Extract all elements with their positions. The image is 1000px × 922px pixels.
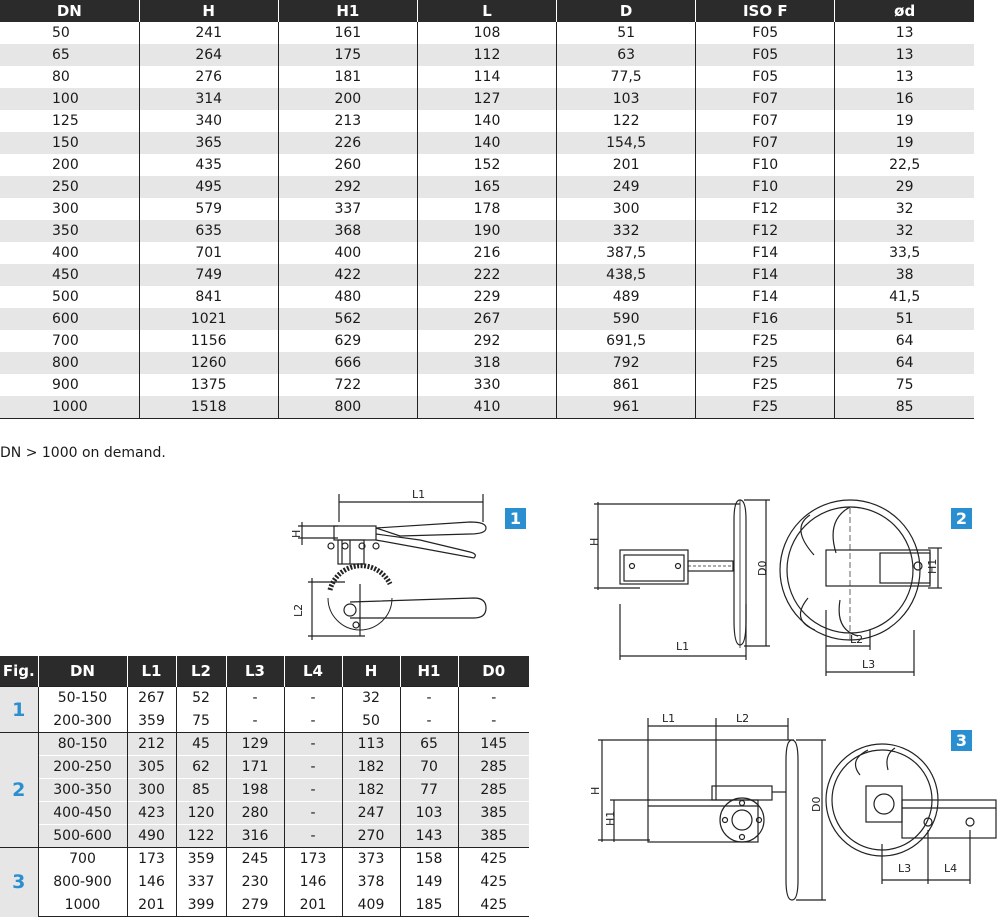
table-cell: 400 (0, 242, 139, 264)
table-cell: 701 (139, 242, 278, 264)
table-cell: 125 (0, 110, 139, 132)
table-cell: 691,5 (557, 330, 696, 352)
table-cell: F12 (696, 220, 835, 242)
table-cell: 29 (835, 176, 974, 198)
table-cell: F05 (696, 44, 835, 66)
table-cell: 62 (176, 756, 226, 779)
table-cell: 600 (0, 308, 139, 330)
table-cell: 112 (417, 44, 556, 66)
table-cell: 480 (278, 286, 417, 308)
table-cell: 378 (342, 871, 400, 894)
table-cell: 103 (400, 802, 458, 825)
table-cell: 129 (226, 733, 284, 756)
table-cell: F25 (696, 374, 835, 396)
table-cell: 590 (557, 308, 696, 330)
column-header: L4 (284, 656, 342, 687)
table-cell: 165 (417, 176, 556, 198)
table-cell: F05 (696, 66, 835, 88)
table-cell: 249 (557, 176, 696, 198)
table-cell: 140 (417, 110, 556, 132)
table-cell: 50 (0, 22, 139, 44)
figure-1-badge: 1 (505, 508, 526, 529)
table-cell: 185 (400, 894, 458, 917)
table-cell: 700 (38, 848, 127, 871)
table-cell: 435 (139, 154, 278, 176)
fig3-label-l3: L3 (898, 862, 912, 875)
table-cell: 161 (278, 22, 417, 44)
table-cell: F10 (696, 176, 835, 198)
table-cell: 80 (0, 66, 139, 88)
fig2-label-d0: D0 (756, 560, 769, 576)
table-cell: 722 (278, 374, 417, 396)
fig3-label-h: H (589, 786, 602, 795)
table-cell: 200-250 (38, 756, 127, 779)
table-cell: 422 (278, 264, 417, 286)
table-cell: 425 (458, 848, 529, 871)
fig3-label-d0: D0 (810, 796, 823, 812)
table-cell: 365 (139, 132, 278, 154)
table-cell: 226 (278, 132, 417, 154)
figure-3-gear-drawing (589, 712, 996, 900)
table-cell: 122 (176, 825, 226, 848)
table-cell: 314 (139, 88, 278, 110)
table-cell: 385 (458, 825, 529, 848)
table-cell: 152 (417, 154, 556, 176)
table-cell: 250 (0, 176, 139, 198)
table-cell: 247 (342, 802, 400, 825)
table-cell: 579 (139, 198, 278, 220)
table-cell: 75 (176, 710, 226, 733)
table-cell: 65 (0, 44, 139, 66)
table-cell: 292 (278, 176, 417, 198)
table-cell: 45 (176, 733, 226, 756)
table-cell: 38 (835, 264, 974, 286)
table-cell: 495 (139, 176, 278, 198)
table-cell: 127 (417, 88, 556, 110)
table-cell: 85 (835, 396, 974, 419)
table-cell: 75 (835, 374, 974, 396)
table-cell: 175 (278, 44, 417, 66)
table-cell: 318 (417, 352, 556, 374)
table-cell: 158 (400, 848, 458, 871)
column-header: ISO F (696, 0, 835, 22)
table-cell: - (458, 710, 529, 733)
table-cell: 1518 (139, 396, 278, 419)
column-header: DN (38, 656, 127, 687)
table-cell: 150 (0, 132, 139, 154)
table-cell: 300 (127, 779, 176, 802)
table-cell: 222 (417, 264, 556, 286)
table-cell: 32 (835, 198, 974, 220)
table-cell: - (226, 710, 284, 733)
table-cell: 861 (557, 374, 696, 396)
table-cell: 489 (557, 286, 696, 308)
table-cell: 1375 (139, 374, 278, 396)
table-cell: 350 (0, 220, 139, 242)
table-cell: 100 (0, 88, 139, 110)
fig3-label-l2: L2 (736, 712, 750, 725)
table-cell: 201 (557, 154, 696, 176)
table-cell: 41,5 (835, 286, 974, 308)
table-cell: 749 (139, 264, 278, 286)
table-cell: 143 (400, 825, 458, 848)
table-cell: 32 (342, 687, 400, 710)
fig1-label-l1: L1 (412, 488, 426, 501)
table-cell: 1000 (0, 396, 139, 419)
table-cell: 629 (278, 330, 417, 352)
table-cell: 961 (557, 396, 696, 419)
table-cell: 292 (417, 330, 556, 352)
table-cell: - (284, 687, 342, 710)
column-header: D0 (458, 656, 529, 687)
table-cell: 267 (127, 687, 176, 710)
table-cell: 373 (342, 848, 400, 871)
table-cell: F25 (696, 396, 835, 419)
figure-number-cell: 1 (0, 687, 38, 733)
column-header: L3 (226, 656, 284, 687)
table-cell: 1156 (139, 330, 278, 352)
table-cell: F05 (696, 22, 835, 44)
table-cell: 216 (417, 242, 556, 264)
table-cell: 500-600 (38, 825, 127, 848)
table-cell: 64 (835, 330, 974, 352)
table-cell: 120 (176, 802, 226, 825)
fig1-label-l2: L2 (292, 603, 305, 617)
table-cell: 198 (226, 779, 284, 802)
table-cell: 425 (458, 894, 529, 917)
figure-2-badge: 2 (951, 508, 972, 529)
table-cell: 51 (557, 22, 696, 44)
table-cell: F10 (696, 154, 835, 176)
table-cell: 64 (835, 352, 974, 374)
table-cell: 32 (835, 220, 974, 242)
table-cell: 85 (176, 779, 226, 802)
table-cell: 122 (557, 110, 696, 132)
table-cell: 145 (458, 733, 529, 756)
column-header: DN (0, 0, 139, 22)
table-cell: 201 (284, 894, 342, 917)
table-cell: 359 (127, 710, 176, 733)
table-cell: 80-150 (38, 733, 127, 756)
table-cell: F07 (696, 132, 835, 154)
table-cell: 264 (139, 44, 278, 66)
table-cell: 19 (835, 110, 974, 132)
table-cell: 200 (278, 88, 417, 110)
table-cell: 146 (127, 871, 176, 894)
table-cell: 359 (176, 848, 226, 871)
table-cell: 368 (278, 220, 417, 242)
figure-3-badge: 3 (951, 730, 972, 751)
table-cell: 245 (226, 848, 284, 871)
column-header: L (417, 0, 556, 22)
column-header: H (342, 656, 400, 687)
table-cell: 305 (127, 756, 176, 779)
table-cell: F25 (696, 352, 835, 374)
table-cell: 13 (835, 66, 974, 88)
table-cell: F25 (696, 330, 835, 352)
table-cell: 1260 (139, 352, 278, 374)
table-cell: 800 (278, 396, 417, 419)
table-cell: 300-350 (38, 779, 127, 802)
table-cell: 146 (284, 871, 342, 894)
fig2-label-h1: H1 (926, 558, 939, 574)
column-header: H1 (278, 0, 417, 22)
fig3-label-h1: H1 (604, 810, 617, 826)
table-cell: 400-450 (38, 802, 127, 825)
table-cell: 399 (176, 894, 226, 917)
table-cell: 181 (278, 66, 417, 88)
column-header: H1 (400, 656, 458, 687)
footnote: DN > 1000 on demand. (0, 445, 166, 461)
table-cell: 19 (835, 132, 974, 154)
table-cell: 13 (835, 22, 974, 44)
table-cell: 229 (417, 286, 556, 308)
fig1-label-h: H (290, 529, 303, 538)
table-cell: 270 (342, 825, 400, 848)
table-cell: - (458, 687, 529, 710)
table-cell: 182 (342, 779, 400, 802)
table-cell: 800 (0, 352, 139, 374)
figure-2-gear-drawing (588, 500, 942, 676)
table-cell: 316 (226, 825, 284, 848)
table-cell: 103 (557, 88, 696, 110)
table-cell: 276 (139, 66, 278, 88)
table-cell: 562 (278, 308, 417, 330)
table-cell: 841 (139, 286, 278, 308)
table-cell: 666 (278, 352, 417, 374)
table-cell: 438,5 (557, 264, 696, 286)
table-cell: 400 (278, 242, 417, 264)
table-cell: - (284, 710, 342, 733)
table-cell: 337 (176, 871, 226, 894)
column-header: Fig. (0, 656, 38, 687)
table-cell: 33,5 (835, 242, 974, 264)
table-cell: 140 (417, 132, 556, 154)
table-cell: 200-300 (38, 710, 127, 733)
table-cell: 792 (557, 352, 696, 374)
column-header: L1 (127, 656, 176, 687)
table-cell: 410 (417, 396, 556, 419)
table-cell: 300 (0, 198, 139, 220)
table-cell: 171 (226, 756, 284, 779)
table-cell: 332 (557, 220, 696, 242)
table-cell: F16 (696, 308, 835, 330)
table-cell: 260 (278, 154, 417, 176)
table-cell: 173 (127, 848, 176, 871)
table-cell: 279 (226, 894, 284, 917)
column-header: D (557, 0, 696, 22)
table-cell: 450 (0, 264, 139, 286)
table-cell: 51 (835, 308, 974, 330)
table-cell: 113 (342, 733, 400, 756)
table-cell: 154,5 (557, 132, 696, 154)
table-cell: - (284, 825, 342, 848)
table-cell: 212 (127, 733, 176, 756)
table-cell: 241 (139, 22, 278, 44)
table-cell: 387,5 (557, 242, 696, 264)
table-cell: 267 (417, 308, 556, 330)
table-cell: 65 (400, 733, 458, 756)
fig2-label-l2: L2 (850, 633, 864, 646)
table-cell: 52 (176, 687, 226, 710)
table-cell: 285 (458, 756, 529, 779)
table-cell: 149 (400, 871, 458, 894)
table-cell: 285 (458, 779, 529, 802)
figure-1-lever-drawing (290, 488, 486, 640)
table-cell: 490 (127, 825, 176, 848)
table-cell: 13 (835, 44, 974, 66)
figure-number-cell: 2 (0, 733, 38, 848)
table-cell: F07 (696, 110, 835, 132)
table-cell: F14 (696, 264, 835, 286)
table-cell: - (226, 687, 284, 710)
column-header: ød (835, 0, 974, 22)
table-cell: F14 (696, 242, 835, 264)
table-cell: 213 (278, 110, 417, 132)
table-cell: 190 (417, 220, 556, 242)
table-cell: 635 (139, 220, 278, 242)
table-cell: 200 (0, 154, 139, 176)
table-cell: 423 (127, 802, 176, 825)
table-cell: 1000 (38, 894, 127, 917)
figure-number-cell: 3 (0, 848, 38, 917)
table-cell: 201 (127, 894, 176, 917)
column-header: H (139, 0, 278, 22)
fig2-label-l3: L3 (862, 658, 876, 671)
fig2-label-l1: L1 (676, 640, 690, 653)
table-cell: 300 (557, 198, 696, 220)
table-cell: 230 (226, 871, 284, 894)
table-cell: F14 (696, 286, 835, 308)
column-header: L2 (176, 656, 226, 687)
table-cell: 114 (417, 66, 556, 88)
table-cell: 340 (139, 110, 278, 132)
table-cell: 173 (284, 848, 342, 871)
fig3-label-l4: L4 (944, 862, 958, 875)
table-cell: 50 (342, 710, 400, 733)
table-cell: 16 (835, 88, 974, 110)
table-cell: 108 (417, 22, 556, 44)
table-cell: 330 (417, 374, 556, 396)
table-cell: F07 (696, 88, 835, 110)
table-cell: 1021 (139, 308, 278, 330)
table-cell: - (284, 779, 342, 802)
table-cell: - (284, 733, 342, 756)
table-cell: - (400, 687, 458, 710)
table-cell: - (284, 802, 342, 825)
table-cell: 900 (0, 374, 139, 396)
table-cell: - (400, 710, 458, 733)
fig3-label-l1: L1 (662, 712, 676, 725)
fig2-label-h: H (588, 537, 601, 546)
table-cell: - (284, 756, 342, 779)
table-cell: 500 (0, 286, 139, 308)
table-cell: 50-150 (38, 687, 127, 710)
table-cell: 77 (400, 779, 458, 802)
table-cell: 182 (342, 756, 400, 779)
table-cell: 800-900 (38, 871, 127, 894)
table-cell: 409 (342, 894, 400, 917)
table-cell: 280 (226, 802, 284, 825)
table-cell: 178 (417, 198, 556, 220)
table-cell: 63 (557, 44, 696, 66)
table-cell: 22,5 (835, 154, 974, 176)
table-cell: 385 (458, 802, 529, 825)
table-cell: 77,5 (557, 66, 696, 88)
table-cell: 337 (278, 198, 417, 220)
table-cell: F12 (696, 198, 835, 220)
table-cell: 700 (0, 330, 139, 352)
table-cell: 425 (458, 871, 529, 894)
table-cell: 70 (400, 756, 458, 779)
